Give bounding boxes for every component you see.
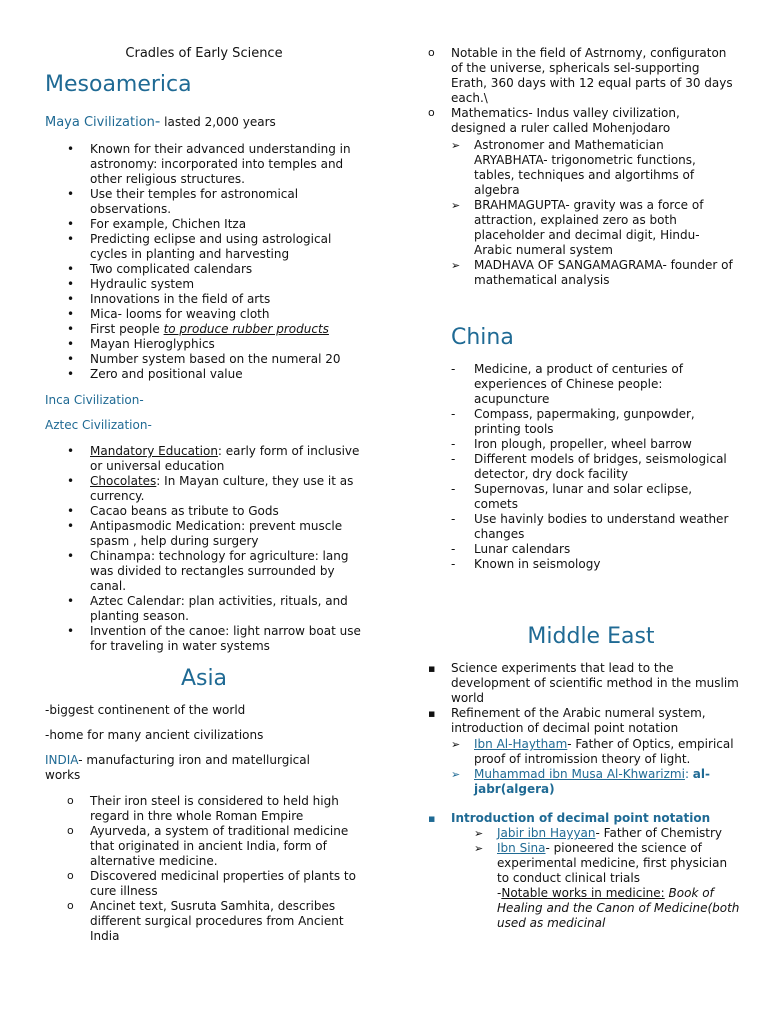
india-continued-list — [451, 46, 733, 136]
scientists-list — [497, 826, 742, 931]
list-item-khwarizmi — [474, 767, 740, 797]
sina-works-dash: - — [497, 886, 502, 900]
list-item: - Use havinly bodies to understand weather changes — [474, 512, 734, 542]
list-item-sina — [497, 841, 742, 886]
list-item: - Known in seismology — [474, 557, 734, 572]
maya-duration: lasted 2,000 years — [160, 115, 276, 129]
list-item: • Invention of the canoe: light narrow boat use for traveling in water systems — [90, 624, 362, 654]
education-term: Mandatory Education — [90, 444, 218, 458]
maya-list — [90, 142, 362, 382]
list-item-jabir — [497, 826, 742, 841]
list-item: o Ancinet text, Susruta Samhita, describes different surgical procedures from Ancient India — [90, 899, 365, 944]
sina-works — [497, 886, 742, 931]
heading-middle-east: Middle East — [527, 624, 655, 649]
sina-link[interactable]: Ibn Sina — [497, 841, 546, 855]
list-item: • Aztec Calendar: plan activities, rituals, and planting season. — [90, 594, 362, 624]
list-item: • Zero and positional value — [90, 367, 362, 382]
china-list — [474, 362, 734, 572]
jabir-link[interactable]: Jabir ibn Hayyan — [497, 826, 596, 840]
rubber-emphasis: to produce rubber products — [163, 322, 329, 336]
haytham-desc: - Father of Optics, empirical proof of intromission theory of light. — [474, 737, 734, 766]
list-item: - Lunar calendars — [474, 542, 734, 557]
sina-works-label: Notable works in medicine: — [501, 886, 665, 900]
list-item: o Mathematics- Indus valley civilization, designed a ruler called Mohenjodaro — [451, 106, 733, 136]
document-title: Cradles of Early Science — [125, 46, 283, 61]
decimal-notation-list — [451, 811, 743, 826]
list-item: - Compass, papermaking, gunpowder, printing tools — [474, 407, 734, 437]
list-item: o Ayurveda, a system of traditional medicine that originated in ancient India, form of alternative medicine. — [90, 824, 365, 869]
middle-east-list — [451, 661, 743, 736]
india-mathematicians-list — [474, 138, 736, 288]
list-item: • Chinampa: technology for agriculture: lang was divided to rectangles surrounded by canal. — [90, 549, 362, 594]
list-item: • Known for their advanced understanding in astronomy: incorporated into temples and other religious structures. — [90, 142, 362, 187]
inca-heading: Inca Civilization- — [45, 393, 144, 407]
heading-mesoamerica: Mesoamerica — [45, 72, 192, 97]
list-item: • For example, Chichen Itza — [90, 217, 362, 232]
maya-label: Maya Civilization — [45, 115, 155, 130]
list-item: • Number system based on the numeral 20 — [90, 352, 362, 367]
list-item-education — [90, 444, 362, 474]
list-item: o Discovered medicinal properties of plants to cure illness — [90, 869, 365, 899]
india-heading — [45, 753, 327, 783]
list-item: - Iron plough, propeller, wheel barrow — [474, 437, 734, 452]
aztec-heading: Aztec Civilization- — [45, 418, 152, 432]
list-item-rubber — [90, 322, 362, 337]
list-item: ▪ Refinement of the Arabic numeral system, introduction of decimal point notation — [451, 706, 743, 736]
heading-asia: Asia — [180, 666, 228, 691]
list-item: • Mayan Hieroglyphics — [90, 337, 362, 352]
sina-works-text: Book of Healing and the Canon of Medicine(both used as medicinal — [497, 886, 740, 930]
india-label: INDIA — [45, 753, 79, 767]
haytham-link[interactable]: Ibn Al-Haytham — [474, 737, 568, 751]
sina-desc: - pioneered the science of experimental medicine, first physician to conduct clinical trials — [497, 841, 728, 885]
list-item: ➢ Astronomer and Mathematician ARYABHATA- trigonometric functions, tables, techniques and algortihms of algebra — [474, 138, 736, 198]
list-item: • Antipasmodic Medication: prevent muscle spasm , help during surgery — [90, 519, 362, 549]
list-item: • Predicting eclipse and using astrological cycles in planting and harvesting — [90, 232, 362, 262]
khwarizmi-link[interactable]: Muhammad ibn Musa Al-Khwarizmi — [474, 767, 685, 781]
list-item: • Use their temples for astronomical observations. — [90, 187, 362, 217]
list-item: • Mica- looms for weaving cloth — [90, 307, 362, 322]
list-item: o Notable in the field of Astrnomy, configuraton of the universe, sphericals sel-supporting Erath, 360 days with 12 equal parts of 30 days each.\ — [451, 46, 733, 106]
middle-east-scholars-list — [474, 737, 740, 797]
list-item-chocolates — [90, 474, 362, 504]
maya-heading — [45, 114, 365, 130]
maya-dash: - — [154, 112, 161, 130]
list-item-haytham — [474, 737, 740, 767]
list-item: • Two complicated calendars — [90, 262, 362, 277]
list-item: - Medicine, a product of centuries of experiences of Chinese people: acupuncture — [474, 362, 734, 407]
list-item-decimal: ▪ Introduction of decimal point notation — [451, 811, 743, 826]
education-desc: : early form of inclusive or universal education — [90, 444, 360, 473]
list-item: • Cacao beans as tribute to Gods — [90, 504, 362, 519]
list-item: - Supernovas, lunar and solar eclipse, comets — [474, 482, 734, 512]
chocolates-desc: : In Mayan culture, they use it as currency. — [90, 474, 354, 503]
rubber-prefix: First people — [90, 322, 164, 336]
asia-line-1: -biggest continenent of the world — [45, 703, 246, 717]
chocolates-term: Chocolates — [90, 474, 157, 488]
list-item: • Hydraulic system — [90, 277, 362, 292]
heading-china: China — [451, 325, 514, 350]
list-item: - Different models of bridges, seismological detector, dry dock facility — [474, 452, 734, 482]
asia-line-2: -home for many ancient civilizations — [45, 728, 264, 742]
list-item: o Their iron steel is considered to held high regard in thre whole Roman Empire — [90, 794, 365, 824]
list-item: ➢ MADHAVA OF SANGAMAGRAMA- founder of mathematical analysis — [474, 258, 736, 288]
aztec-list — [90, 444, 362, 654]
khwarizmi-sep: : — [684, 767, 693, 781]
list-item: ➢ BRAHMAGUPTA- gravity was a force of attraction, explained zero as both placeholder and decimal digit, Hindu-Arabic numeral system — [474, 198, 736, 258]
khwarizmi-work: al-jabr(algera) — [474, 767, 710, 796]
india-list — [90, 794, 365, 944]
jabir-desc: - Father of Chemistry — [595, 826, 723, 840]
india-desc: - manufacturing iron and matellurgical works — [45, 753, 310, 782]
list-item: • Innovations in the field of arts — [90, 292, 362, 307]
list-item: ▪ Science experiments that lead to the development of scientific method in the muslim world — [451, 661, 743, 706]
